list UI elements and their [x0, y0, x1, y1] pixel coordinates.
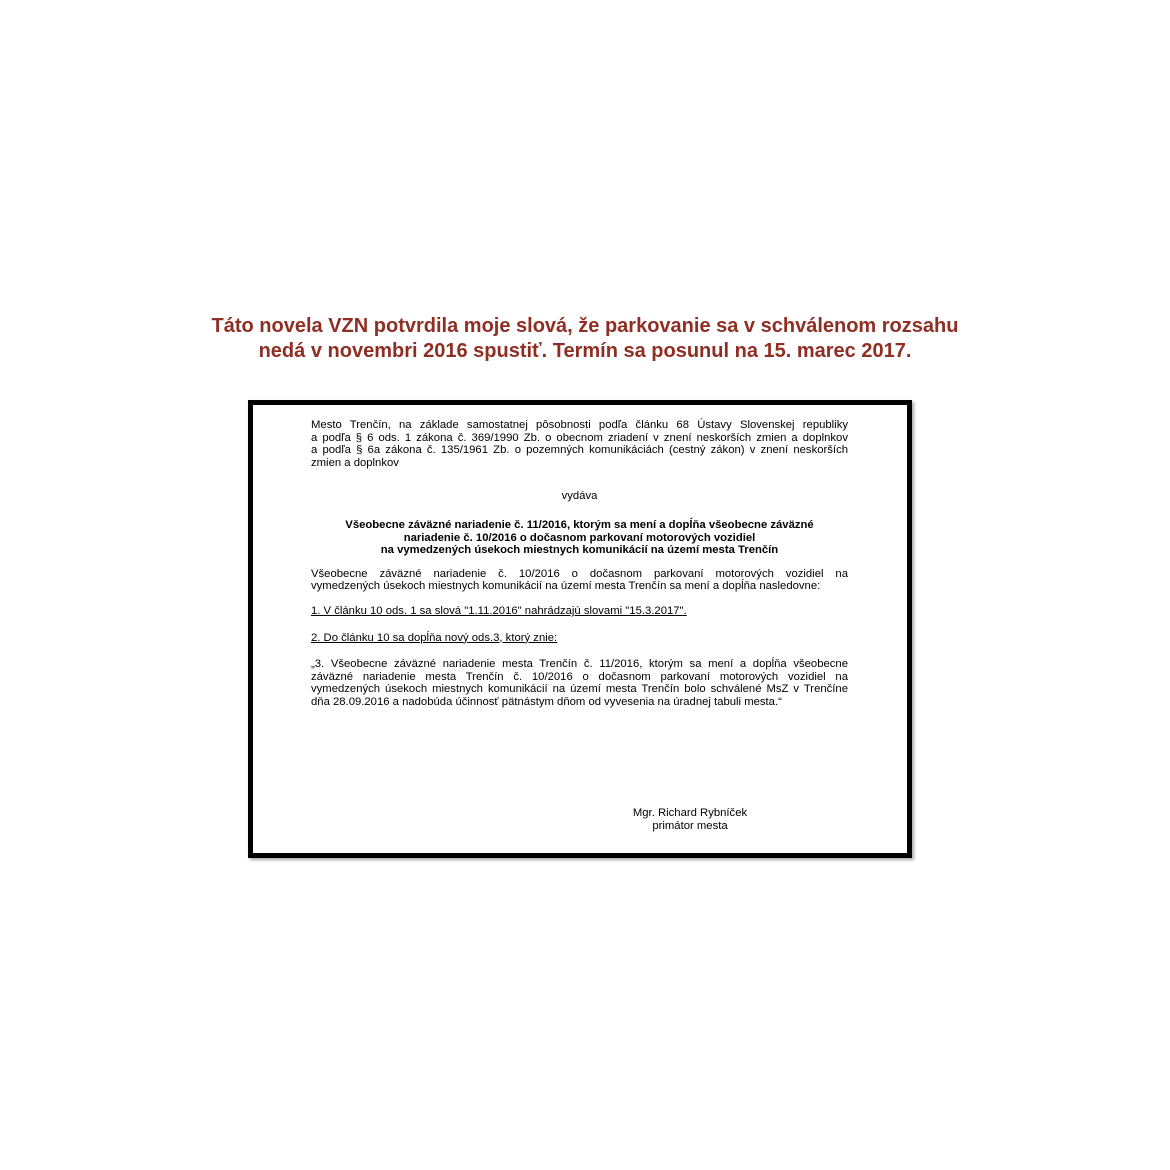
quoted-paragraph: [311, 658, 848, 708]
title-line: na vymedzených úsekoch miestnych komunikácií na území mesta Trenčín: [380, 544, 779, 557]
quote-line: záväzné nariadenie mesta Trenčín č. 10/2016 o dočasnom parkovaní motorových vozidiel na: [311, 670, 848, 683]
title-line: nariadenie č. 10/2016 o dočasnom parkovaní motorových vozidiel: [403, 531, 756, 544]
paragraph-line: Všeobecne záväzné nariadenie č. 10/2016 o dočasnom parkovaní motorových vozidiel na: [311, 567, 848, 580]
title-line: Všeobecne záväzné nariadenie č. 11/2016, ktorým sa mení a dopĺňa všeobecne záväzné: [345, 518, 814, 531]
headline: [0, 314, 1170, 364]
issues-word: vydáva: [561, 490, 598, 503]
intro-line: a podľa § 6 ods. 1 zákona č. 369/1990 Zb. o obecnom zriadení v znení neskorších zmien a doplnkov: [311, 431, 848, 444]
intro-line: a podľa § 6a zákona č. 135/1961 Zb. o pozemných komunikáciách (cestný zákon) v znení neskorších: [311, 444, 848, 457]
paragraph-line: vymedzených úsekoch miestnych komunikácií na území mesta Trenčín sa mení a dopĺňa nasledovne:: [311, 580, 821, 593]
quote-line: dňa 28.09.2016 a nadobúda účinnosť pätnástym dňom od vyvesenia na úradnej tabuli mesta.“: [311, 695, 782, 708]
document-image-frame: [248, 400, 912, 858]
headline-line-2: nedá v novembri 2016 spustiť. Termín sa posunul na 15. marec 2017.: [258, 340, 912, 362]
quote-line: vymedzených úsekoch miestnych komunikácií na území mesta Trenčín bolo schválené MsZ v Trenčíne: [311, 683, 848, 696]
amendment-intro-paragraph: [311, 568, 848, 593]
quote-line: „3. Všeobecne záväzné nariadenie mesta Trenčín č. 11/2016, ktorým sa mení a dopĺňa všeobecne: [311, 658, 848, 671]
intro-line: zmien a doplnkov: [311, 456, 399, 469]
signature-block: [610, 807, 770, 832]
signatory-role: primátor mesta: [652, 819, 728, 832]
amendment-1: 1. V článku 10 ods. 1 sa slová "1.11.2016" nahrádzajú slovami "15.3.2017".: [311, 604, 687, 617]
headline-line-1: Táto novela VZN potvrdila moje slová, že parkovanie sa v schválenom rozsahu: [211, 315, 959, 337]
document-body: [311, 419, 848, 709]
amendment-2: 2. Do článku 10 sa dopĺňa nový ods.3, ktorý znie:: [311, 631, 558, 644]
signatory-name: Mgr. Richard Rybníček: [632, 807, 748, 819]
regulation-title: [311, 519, 848, 557]
intro-line: Mesto Trenčín, na základe samostatnej pôsobnosti podľa článku 68 Ústavy Slovenskej republiky: [311, 419, 848, 431]
intro-paragraph: [311, 419, 848, 469]
